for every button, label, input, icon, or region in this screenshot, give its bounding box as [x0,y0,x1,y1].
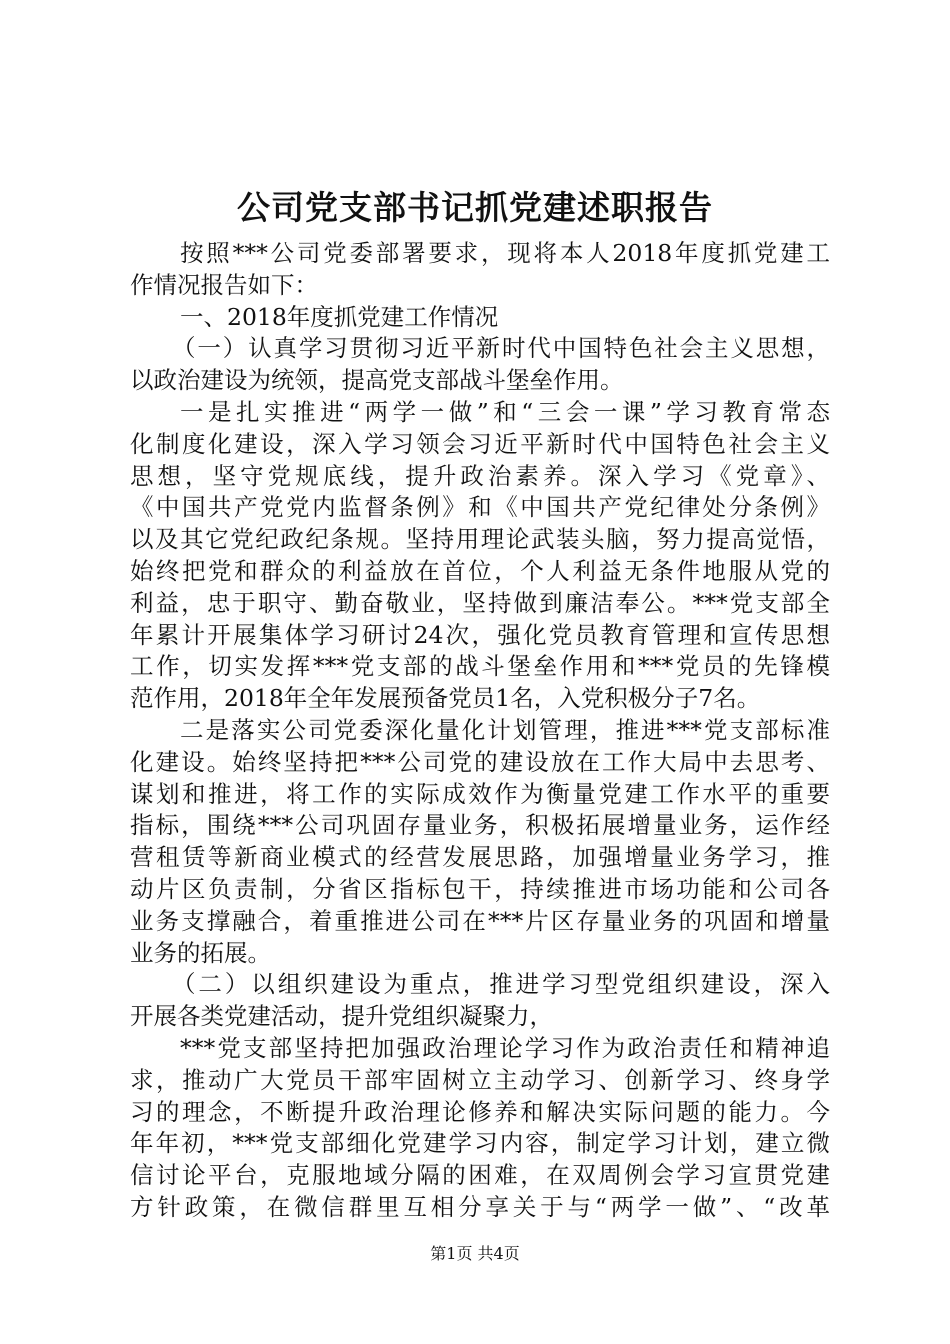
text-line: 年累计开展集体学习研讨24次，强化党员教育管理和宣传思想 [130,620,830,649]
text-line: 年年初，***党支部细化党建学习内容，制定学习计划，建立微 [130,1129,830,1158]
text-line: 思想，坚守党规底线，提升政治素养。深入学习《党章》、 [130,461,830,490]
text-line: 求，推动广大党员干部牢固树立主动学习、创新学习、终身学 [130,1065,830,1094]
text-line: 一、2018年度抓党建工作情况 [180,302,499,331]
text-line: 始终把党和群众的利益放在首位，个人利益无条件地服从党的 [130,556,830,585]
text-line: 利益，忠于职守、勤奋敬业，坚持做到廉洁奉公。***党支部全 [130,588,830,617]
text-line: 指标，围绕***公司巩固存量业务，积极拓展增量业务，运作经 [130,811,830,840]
text-line: 方针政策，在微信群里互相分享关于与“两学一做”、“改革 [130,1192,830,1221]
text-line: 以政治建设为统领，提高党支部战斗堡垒作用。 [130,366,624,395]
text-line: 工作，切实发挥***党支部的战斗堡垒作用和***党员的先锋模 [130,652,830,681]
text-line: 化建设。始终坚持把***公司党的建设放在工作大局中去思考、 [130,747,830,776]
text-line: 以及其它党纪政纪条规。坚持用理论武装头脑，努力提高觉悟， [130,525,830,554]
text-line: （二）以组织建设为重点，推进学习型党组织建设，深入 [172,970,830,999]
text-line: 《中国共产党党内监督条例》和《中国共产党纪律处分条例》 [130,493,830,522]
text-line: 业务支撑融合，着重推进公司在***片区存量业务的巩固和增量 [130,906,830,935]
text-line: ***党支部坚持把加强政治理论学习作为政治责任和精神追 [180,1033,830,1062]
text-line: 业务的拓展。 [130,938,271,967]
text-line: 作情况报告如下： [130,270,318,299]
text-line: 习的理念，不断提升政治理论修养和解决实际问题的能力。今 [130,1097,830,1126]
document-title: 公司党支部书记抓党建述职报告 [237,188,713,227]
text-line: 动片区负责制，分省区指标包干，持续推进市场功能和公司各 [130,874,830,903]
text-line: 按照***公司党委部署要求，现将本人2018年度抓党建工 [180,239,830,267]
text-line: 化制度化建设，深入学习领会习近平新时代中国特色社会主义 [130,429,830,458]
text-line: （一）认真学习贯彻习近平新时代中国特色社会主义思想， [172,334,830,363]
text-line: 信讨论平台，克服地域分隔的困难，在双周例会学习宣贯党建 [130,1161,830,1190]
page-footer: 第1页 共4页 [430,1244,520,1263]
text-line: 谋划和推进，将工作的实际成效作为衡量党建工作水平的重要 [130,779,830,808]
text-line: 范作用，2018年全年发展预备党员1名，入党积极分子7名。 [130,684,761,713]
text-line: 营租赁等新商业模式的经营发展思路，加强增量业务学习，推 [130,843,830,872]
text-line: 二是落实公司党委深化量化计划管理，推进***党支部标准 [180,715,830,744]
text-line: 开展各类党建活动，提升党组织凝聚力， [130,1002,553,1031]
text-line: 一是扎实推进“两学一做”和“三会一课”学习教育常态 [180,397,830,426]
document-body [130,238,830,1224]
